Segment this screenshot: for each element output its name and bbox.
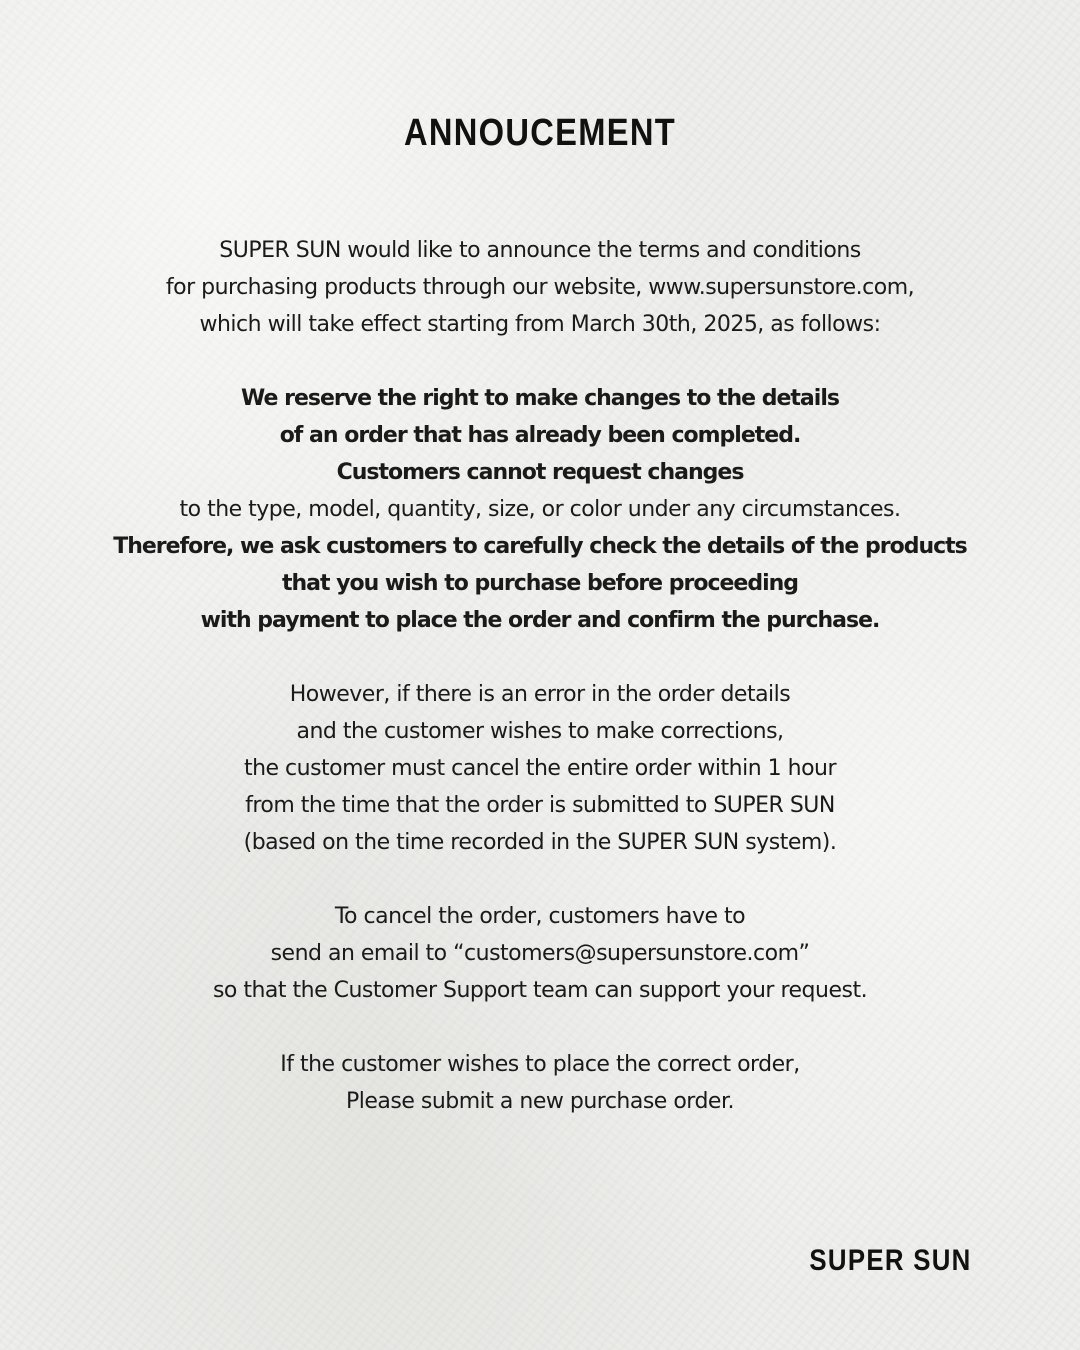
paragraph-line: To cancel the order, customers have to — [334, 904, 746, 929]
page-title: ANNOUCEMENT — [403, 112, 677, 154]
paragraph-line: We reserve the right to make changes to the details — [241, 386, 839, 411]
paragraph-line: (based on the time recorded in the SUPER SUN system). — [243, 830, 837, 855]
paragraph-line: Customers cannot request changes — [336, 460, 744, 485]
correction-paragraph — [60, 676, 1020, 861]
paragraph-line: from the time that the order is submitted to SUPER SUN — [245, 793, 835, 818]
cancel-paragraph — [60, 898, 1020, 1009]
paragraph-line: and the customer wishes to make corrections, — [296, 719, 784, 744]
paragraph-line: with payment to place the order and confirm the purchase. — [200, 608, 880, 633]
paragraph-line: for purchasing products through our website, www.supersunstore.com, — [165, 275, 915, 300]
paragraph-line: that you wish to purchase before proceeding — [281, 571, 799, 596]
paragraph-line: so that the Customer Support team can support your request. — [212, 978, 868, 1003]
brand-wordmark: SUPER SUN — [809, 1244, 972, 1277]
paragraph-line: If the customer wishes to place the correct order, — [280, 1052, 800, 1077]
terms-paragraph — [60, 380, 1020, 639]
paragraph-line: which will take effect starting from March 30th, 2025, as follows: — [199, 312, 881, 337]
reorder-paragraph — [60, 1046, 1020, 1120]
paragraph-line: to the type, model, quantity, size, or color under any circumstances. — [179, 497, 901, 522]
paragraph-line: Therefore, we ask customers to carefully check the details of the products — [113, 534, 967, 559]
paragraph-line: of an order that has already been completed. — [279, 423, 801, 448]
paragraph-line: SUPER SUN would like to announce the terms and conditions — [219, 238, 861, 263]
paragraph-line: However, if there is an error in the order details — [289, 682, 791, 707]
intro-paragraph — [60, 232, 1020, 343]
announcement-body — [60, 232, 1020, 1157]
paragraph-line: the customer must cancel the entire order within 1 hour — [243, 756, 837, 781]
paragraph-line: Please submit a new purchase order. — [346, 1089, 734, 1114]
paragraph-line: send an email to “customers@supersunstore.com” — [270, 941, 810, 966]
